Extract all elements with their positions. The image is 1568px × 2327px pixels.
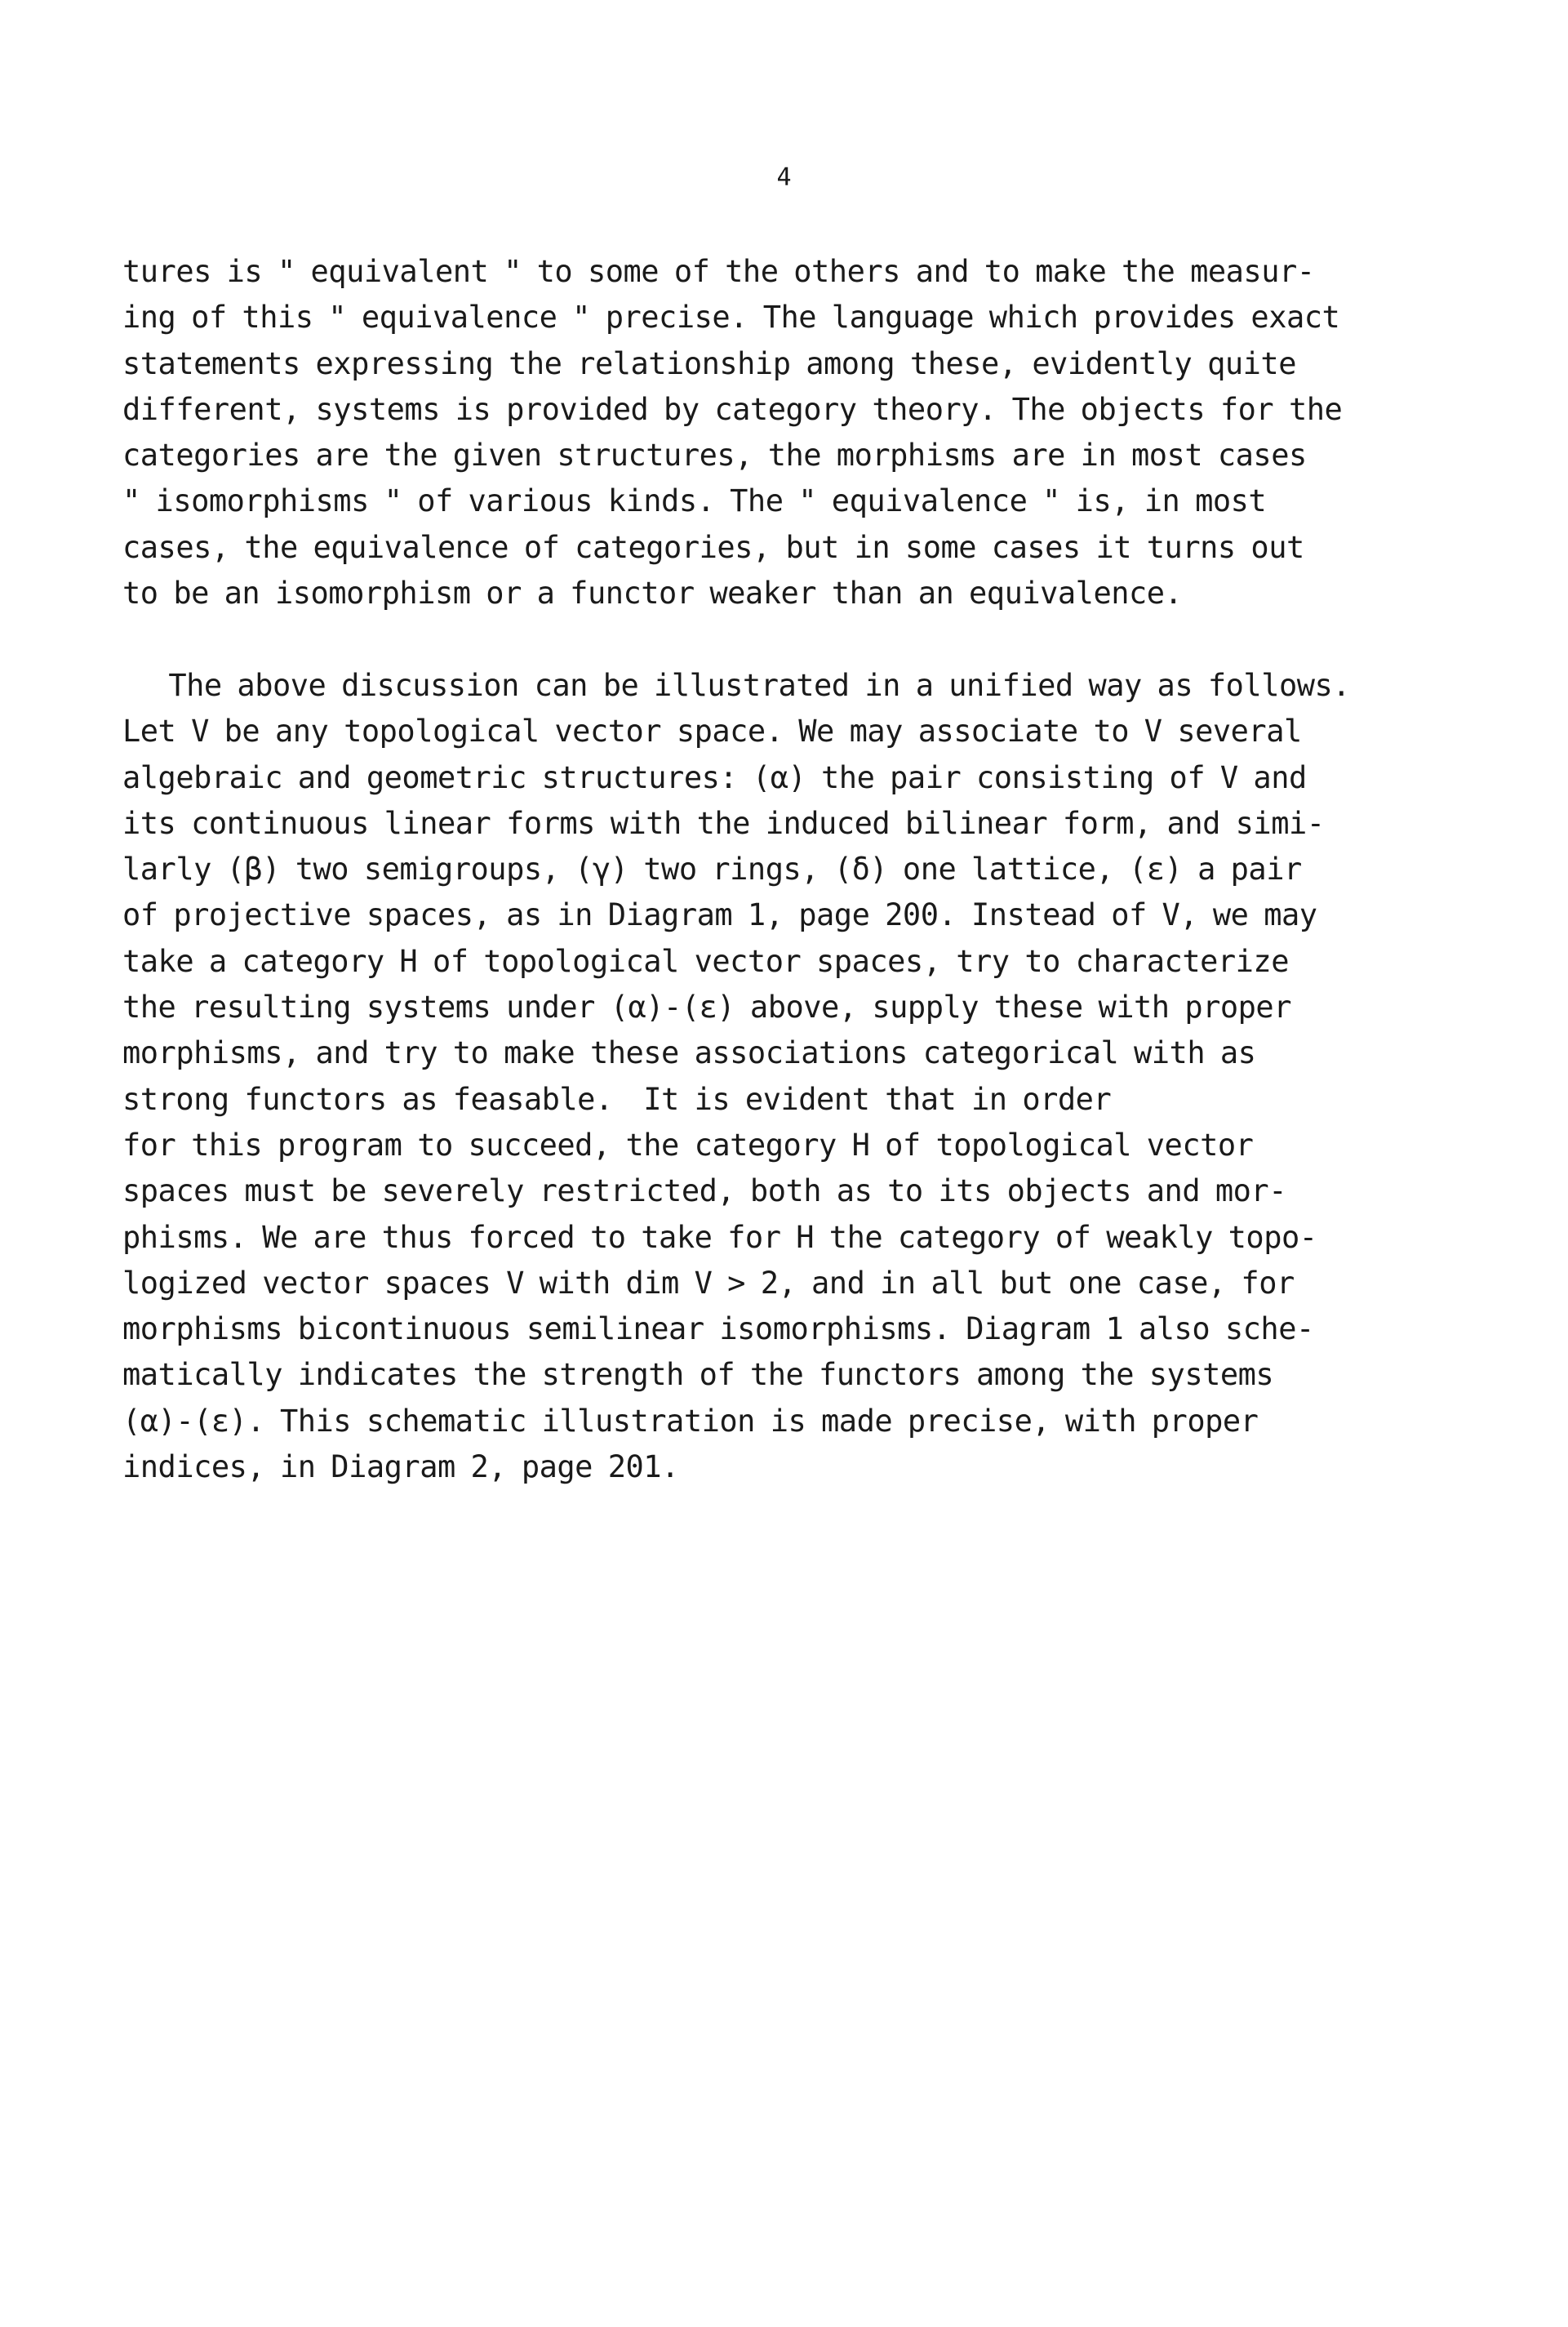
page-number: 4	[776, 163, 792, 192]
text-line: The above discussion can be illustrated in a unified way as follows.	[122, 668, 1351, 703]
text-line: phisms. We are thus forced to take for H the category of weakly topo-	[122, 1219, 1317, 1255]
text-line: larly (β) two semigroups, (γ) two rings, (δ) one lattice, (ε) a pair	[122, 852, 1302, 888]
text-line: (α)-(ε). This schematic illustration is made precise, with proper	[122, 1403, 1259, 1439]
text-line: ing of this " equivalence " precise. The language which provides exact	[122, 300, 1340, 336]
text-line: indices, in Diagram 2, page 201.	[122, 1449, 679, 1485]
text-line: its continuous linear forms with the induced bilinear form, and simi-	[122, 805, 1325, 841]
text-line: categories are the given structures, the morphisms are in most cases	[122, 438, 1307, 474]
text-line: tures is " equivalent " to some of the others and to make the measur-	[122, 254, 1315, 289]
text-line: " isomorphisms " of various kinds. The " equivalence " is, in most	[122, 483, 1267, 519]
text-line: the resulting systems under (α)-(ε) above, supply these with proper	[122, 990, 1291, 1026]
text-line: Let V be any topological vector space. We may associate to V several	[122, 714, 1302, 750]
text-line: matically indicates the strength of the functors among the systems	[122, 1357, 1274, 1393]
text-line: different, systems is provided by category theory. The objects for the	[122, 391, 1343, 427]
paragraph-1	[122, 249, 1342, 616]
text-line: morphisms bicontinuous semilinear isomorphisms. Diagram 1 also sche-	[122, 1311, 1314, 1347]
text-line: of projective spaces, as in Diagram 1, page 200. Instead of V, we may	[122, 897, 1317, 933]
text-line: spaces must be severely restricted, both as to its objects and mor-	[122, 1173, 1286, 1209]
text-line: for this program to succeed, the category H of topological vector	[122, 1127, 1254, 1163]
text-line: cases, the equivalence of categories, but in some cases it turns out	[122, 529, 1304, 565]
text-line: algebraic and geometric structures: (α) the pair consisting of V and	[122, 759, 1307, 795]
paragraph-2	[122, 663, 1350, 1490]
text-line: to be an isomorphism or a functor weaker than an equivalence.	[122, 576, 1183, 612]
text-line: statements expressing the relationship among these, evidently quite	[122, 345, 1296, 381]
text-line: logized vector spaces V with dim V > 2, and in all but one case, for	[122, 1265, 1295, 1301]
text-line: morphisms, and try to make these associations categorical with as	[122, 1035, 1256, 1071]
text-line: strong functors as feasable. It is evident that in order	[122, 1081, 1112, 1117]
text-line: take a category H of topological vector spaces, try to characterize	[122, 943, 1289, 979]
